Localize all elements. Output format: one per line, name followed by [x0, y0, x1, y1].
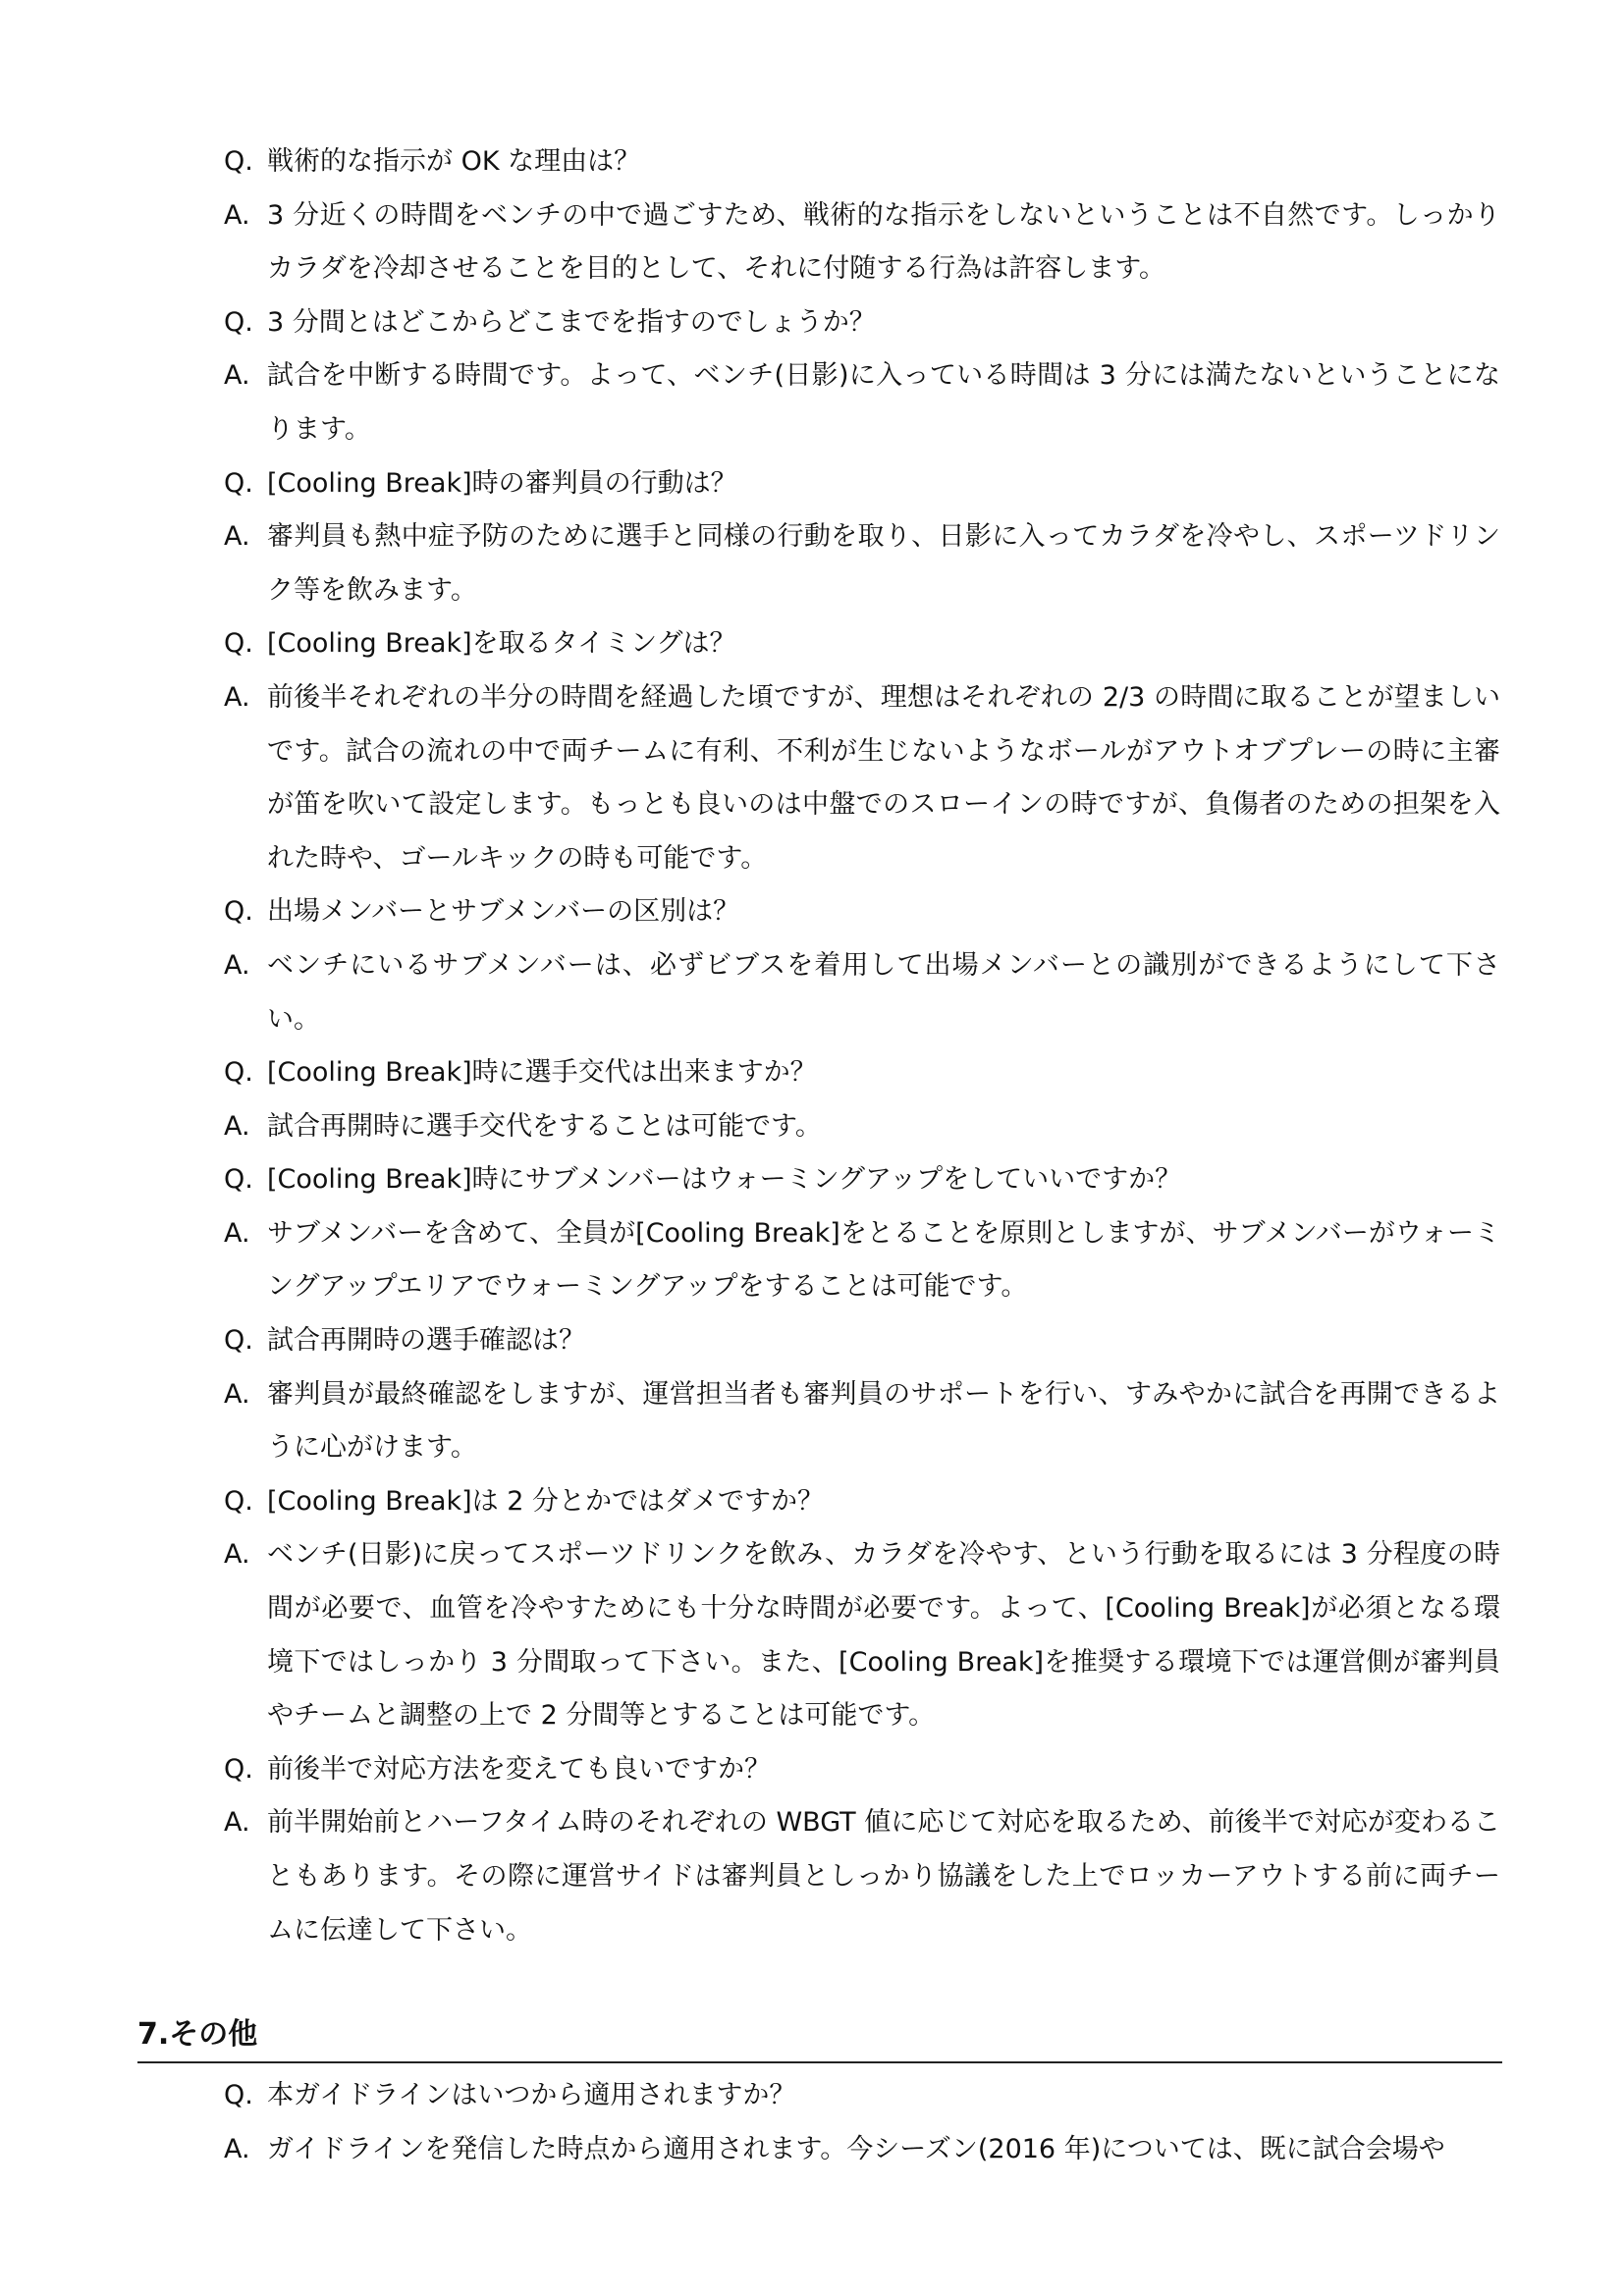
question-text: [Cooling Break]は 2 分とかではダメですか？ [267, 1485, 824, 1517]
question-label: Q. [224, 1164, 253, 1196]
question-text: 前後半で対応方法を変えても良いですか？ [267, 1753, 771, 1785]
question-text: 本ガイドラインはいつから適用されますか？ [267, 2080, 796, 2110]
question-item [224, 1046, 1500, 1100]
answer-text: 審判員が最終確認をしますが、運営担当者も審判員のサポートを行い、すみやかに試合を再開できるように心がけます。 [267, 1378, 1500, 1464]
answer-text: 前半開始前とハーフタイム時のそれぞれの WBGT 値に応じて対応を取るため、前後半で対応が変わることもあります。その際に運営サイドは審判員としっかり協議をした上でロッカーアウトする前に両チームに伝達して下さい。 [267, 1807, 1500, 1946]
question-item [224, 1314, 1500, 1368]
question-text: [Cooling Break]を取るタイミングは？ [267, 628, 736, 660]
section-heading: 7.その他 [137, 2012, 1502, 2063]
question-item [224, 1475, 1500, 1529]
question-label: Q. [224, 146, 253, 177]
answer-label: A. [224, 1807, 250, 1839]
answer-item [224, 1368, 1500, 1475]
question-text: 3 分間とはどこからどこまでを指すのでしょうか？ [267, 306, 876, 338]
question-text: [Cooling Break]時に選手交代は出来ますか？ [267, 1057, 817, 1089]
answer-text: 前後半それぞれの半分の時間を経過した頃ですが、理想はそれぞれの 2/3 の時間に取ることが望ましいです。試合の流れの中で両チームに有利、不利が生じないようなボールがアウトオブプレーの時に主審が笛を吹いて設定します。もっとも良いのは中盤でのスローインの時ですが、負傷者のための担架を入れた時や、ゴールキックの時も可能です。 [267, 681, 1500, 874]
answer-text: 3 分近くの時間をベンチの中で過ごすため、戦術的な指示をしないということは不自然です。しっかりカラダを冷却させることを目的として、それに付随する行為は許容します。 [267, 199, 1500, 285]
answer-item [224, 2123, 1500, 2177]
question-text: 出場メンバーとサブメンバーの区別は？ [267, 896, 740, 928]
question-label: Q. [224, 628, 253, 660]
answer-item [224, 189, 1500, 296]
answer-text: サブメンバーを含めて、全員が[Cooling Break]をとることを原則としますが、サブメンバーがウォーミングアップエリアでウォーミングアップをすることは可能です。 [267, 1217, 1500, 1303]
answer-text: 審判員も熱中症予防のために選手と同様の行動を取り、日影に入ってカラダを冷やし、スポーツドリンク等を飲みます。 [267, 521, 1500, 606]
question-text: [Cooling Break]時にサブメンバーはウォーミングアップをしていいですか？ [267, 1164, 1182, 1196]
question-item [224, 617, 1500, 671]
answer-item [224, 1100, 1500, 1154]
answer-text: 試合再開時に選手交代をすることは可能です。 [267, 1110, 822, 1142]
answer-label: A. [224, 1217, 250, 1249]
question-text: [Cooling Break]時の審判員の行動は？ [267, 467, 737, 499]
answer-label: A. [224, 1539, 250, 1571]
question-label: Q. [224, 1057, 253, 1089]
question-item [224, 2069, 1500, 2123]
answer-label: A. [224, 1110, 250, 1142]
question-item [224, 457, 1500, 511]
answer-label: A. [224, 681, 250, 713]
question-label: Q. [224, 467, 253, 499]
answer-label: A. [224, 199, 250, 231]
answer-text: ベンチ(日影)に戻ってスポーツドリンクを飲み、カラダを冷やす、という行動を取るには 3 分程度の時間が必要で、血管を冷やすためにも十分な時間が必要です。よって、[Cooling Break]が必須となる環境下ではしっかり 3 分間取って下さい。また、[Cooling Break]を推奨する環境下では運営側が審判員やチームと調整の上で 2 分間等とすることは可能です。 [267, 1539, 1500, 1732]
question-label: Q. [224, 1485, 253, 1517]
question-text: 試合再開時の選手確認は？ [267, 1325, 585, 1357]
question-label: Q. [224, 1753, 253, 1785]
question-item [224, 296, 1500, 350]
question-item [224, 1743, 1500, 1797]
question-label: Q. [224, 1325, 253, 1357]
answer-item [224, 1207, 1500, 1314]
answer-label: A. [224, 1378, 250, 1410]
qa-list-section-7 [224, 2069, 1500, 2176]
qa-list [224, 135, 1500, 1957]
answer-label: A. [224, 949, 250, 981]
answer-label: A. [224, 360, 250, 392]
answer-item [224, 349, 1500, 456]
answer-item [224, 1528, 1500, 1742]
answer-label: A. [224, 521, 250, 553]
question-item [224, 1153, 1500, 1207]
answer-text: 試合を中断する時間です。よって、ベンチ(日影)に入っている時間は 3 分には満たないということになります。 [267, 360, 1500, 445]
answer-item [224, 1796, 1500, 1957]
answer-text: ベンチにいるサブメンバーは、必ずビブスを着用して出場メンバーとの識別ができるようにして下さい。 [267, 949, 1500, 1035]
answer-item [224, 510, 1500, 617]
answer-label: A. [224, 2133, 250, 2164]
question-item [224, 885, 1500, 939]
question-label: Q. [224, 896, 253, 928]
question-label: Q. [224, 306, 253, 338]
answer-item [224, 671, 1500, 885]
answer-item [224, 939, 1500, 1046]
question-item [224, 135, 1500, 189]
question-label: Q. [224, 2080, 253, 2110]
answer-text: ガイドラインを発信した時点から適用されます。今シーズン(2016 年)については、既に試合会場や [267, 2133, 1445, 2164]
question-text: 戦術的な指示が OK な理由は？ [267, 146, 641, 177]
